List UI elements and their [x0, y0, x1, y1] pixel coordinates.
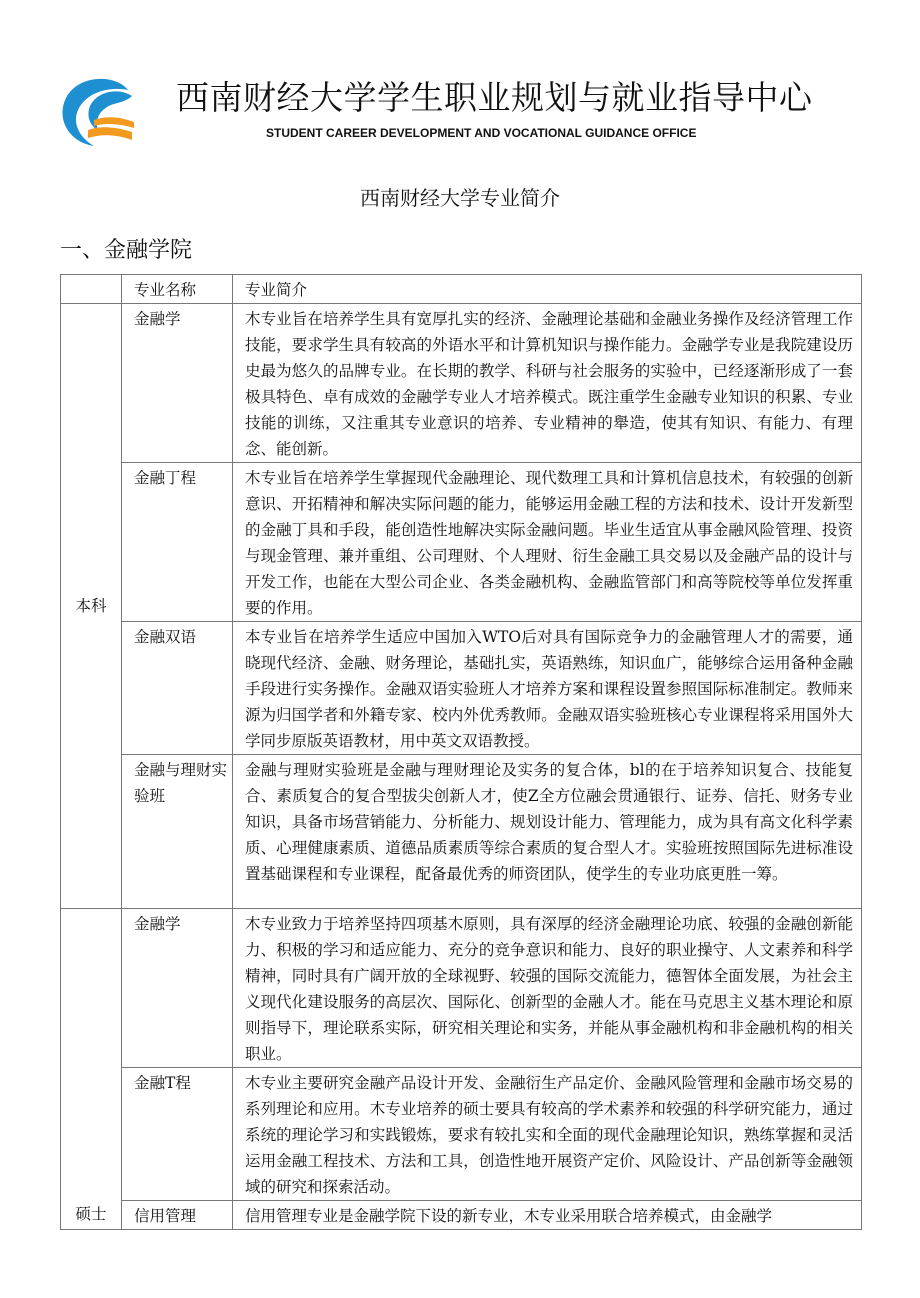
table-header-row: [61, 275, 862, 304]
major-name: 信用管理: [122, 1201, 233, 1230]
major-desc: 木专业主要研究金融产品设计开发、金融衍生产品定价、金融风险管理和金融市场交易的系列理论和应用。木专业培养的硕士要具有较高的学术素养和较强的科学研究能力，通过系统的理论学习和实践锻炼，要求有较扎实和全面的现代金融理论知识，熟练掌握和灵活运用金融工程技术、方法和工具，创造性地开展资产定价、风险设计、产品创新等金融领域的研究和探索活动。: [233, 1068, 862, 1201]
level-cell-master: 硕士: [61, 909, 122, 1230]
major-name: 金融与理财实验班: [122, 755, 233, 909]
major-desc: 信用管理专业是金融学院下设的新专业，木专业采用联合培养模式，由金融学: [233, 1201, 862, 1230]
major-name: 金融丁程: [122, 463, 233, 622]
major-desc: 本专业旨在培养学生适应中国加入WTO后对具有国际竞争力的金融管理人才的需要，通晓现代经济、金融、财务理论，基础扎实，英语熟练，知识血广，能够综合运用备种金融手段进行实务操作。金融双语实验班人才培养方案和课程设置参照国际标准制定。教师来源为归国学者和外籍专家、校内外优秀教师。金融双语实验班核心专业课程将采用国外大学同步原版英语教材，用中英文双语教授。: [233, 622, 862, 755]
table-row: [61, 1068, 862, 1201]
org-name: 西南财经大学学生职业规划与就业指导中心: [176, 78, 813, 117]
major-name: 金融双语: [122, 622, 233, 755]
table-row: [61, 463, 862, 622]
header-cell-name: 专业名称: [122, 275, 233, 304]
org-name-english: STUDENT CAREER DEVELOPMENT AND VOCATIONAL GUIDANCE OFFICE: [266, 126, 697, 140]
major-name: 金融学: [122, 304, 233, 463]
document-header: [0, 0, 920, 160]
table-row: [61, 1201, 862, 1230]
major-desc: 木专业致力于培养坚持四项基木原则，具有深厚的经济金融理论功底、较强的金融创新能力、积极的学习和适应能力、充分的竞争意识和能力、良好的职业操守、人文素养和科学精神，同时具有广阔开放的全球视野、较强的国际交流能力，德智体全面发展，为社会主义现代化建设服务的高层次、国际化、创新型的金融人才。能在马克思主义基木理论和原则指导下，理论联系实际，研究相关理论和实务，并能从事金融机构和非金融机构的相关职业。: [233, 909, 862, 1068]
major-name: 金融T程: [122, 1068, 233, 1201]
header-cell-level: [61, 275, 122, 304]
header-cell-desc: 专业简介: [233, 275, 862, 304]
major-desc: 金融与理财实验班是金融与理财理论及实务的复合体，bl的在于培养知识复合、技能复合、素质复合的复合型拔尖创新人才，使Z全方位融会贯通银行、证券、信托、财务专业知识，具备市场营销能力、分析能力、规划设计能力、管理能力，成为具有高文化科学素质、心理健康素质、道德品质素质等综合素质的复合型人才。实验班按照国际先进标准设置基础课程和专业课程，配备最优秀的师资团队，使学生的专业功底更胜一筹。: [233, 755, 862, 909]
section-heading: 一、金融学院: [60, 238, 193, 263]
table-row: [61, 304, 862, 463]
majors-table: [60, 274, 862, 1230]
table-row: [61, 622, 862, 755]
table-row: [61, 909, 862, 1068]
document-title: 西南财经大学专业简介: [360, 186, 560, 210]
major-name: 金融学: [122, 909, 233, 1068]
university-logo-icon: [58, 76, 136, 148]
table-row: [61, 755, 862, 909]
major-desc: 木专业旨在培养学生具有宽厚扎实的经济、金融理论基础和金融业务操作及经济管理工作技能，要求学生具有较高的外语水平和计算机知识与操作能力。金融学专业是我院建设历史最为悠久的品牌专业。在长期的教学、科研与社会服务的实验中，已经逐渐形成了一套极具特色、卓有成效的金融学专业人才培养模式。既注重学生金融专业知识的积累、专业技能的训练，又注重其专业意识的培养、专业精神的舉造，使其有知识、有能力、有理念、能创新。: [233, 304, 862, 463]
major-desc: 木专业旨在培养学生掌握现代金融理论、现代数理工具和计算机信息技术，有较强的创新意识、开拓精神和解决实际问题的能力，能够运用金融工程的方法和技术、设计开发新型的金融丁具和手段，能创造性地解决实际金融问题。毕业生适宜从事金融风险管理、投资与现金管理、兼并重组、公司理财、个人理财、衍生金融工具交易以及金融产品的设计与开发工作，也能在大型公司企业、各类金融机构、金融监管部门和高等院校等单位发挥重要的作用。: [233, 463, 862, 622]
level-cell-undergrad: 本科: [61, 304, 122, 909]
